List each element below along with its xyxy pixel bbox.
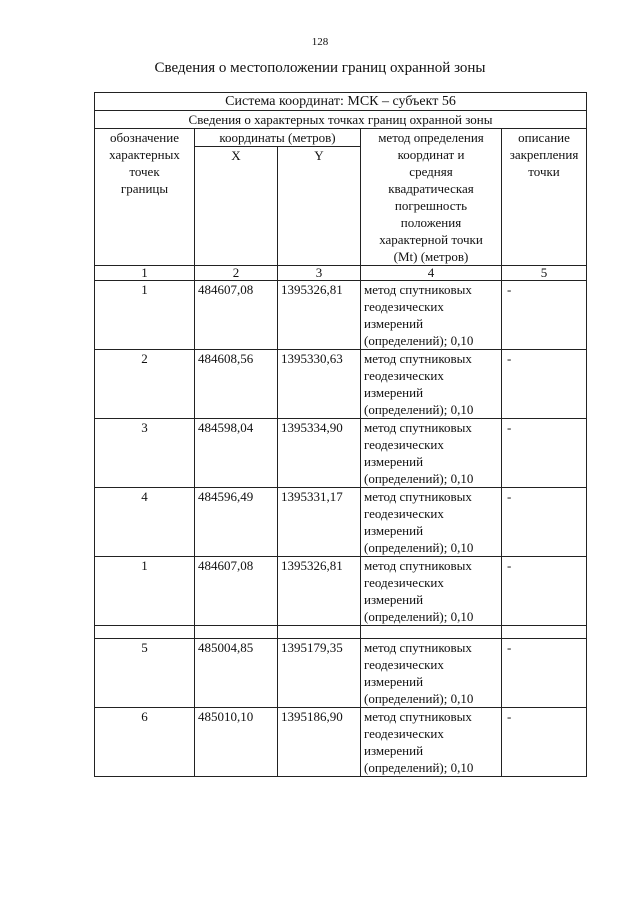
table-row (95, 639, 587, 708)
y-coordinate-cell: 1395331,17 (278, 488, 361, 557)
description-cell: - (502, 350, 587, 419)
method-line: (определений); 0,10 (364, 471, 474, 486)
header-line: (Mt) (метров) (393, 249, 469, 264)
method-cell (361, 557, 502, 626)
method-cell (361, 708, 502, 777)
column-number: 5 (502, 266, 587, 281)
header-line: средняя (409, 164, 453, 179)
method-line: (определений); 0,10 (364, 760, 474, 775)
table-row (95, 557, 587, 626)
coordinates-table (94, 92, 587, 777)
point-number-cell: 1 (95, 557, 195, 626)
y-coordinate-cell: 1395186,90 (278, 708, 361, 777)
header-x: X (195, 147, 278, 266)
x-coordinate-cell: 485004,85 (195, 639, 278, 708)
x-coordinate-cell: 484598,04 (195, 419, 278, 488)
header-description (502, 129, 587, 266)
empty-cell (278, 626, 361, 639)
header-designation (95, 129, 195, 266)
column-number: 4 (361, 266, 502, 281)
method-line: метод спутниковых (364, 420, 472, 435)
method-line: геодезических (364, 299, 444, 314)
description-cell: - (502, 419, 587, 488)
column-number: 3 (278, 266, 361, 281)
method-line: (определений); 0,10 (364, 540, 474, 555)
header-line: закрепления (509, 147, 579, 162)
method-line: метод спутниковых (364, 489, 472, 504)
header-row-1 (95, 129, 587, 147)
point-number-cell: 5 (95, 639, 195, 708)
point-number-cell: 4 (95, 488, 195, 557)
method-line: геодезических (364, 657, 444, 672)
method-line: (определений); 0,10 (364, 333, 474, 348)
method-line: геодезических (364, 368, 444, 383)
method-line: геодезических (364, 575, 444, 590)
description-cell: - (502, 557, 587, 626)
page-number: 128 (311, 36, 329, 48)
header-line: положения (400, 215, 462, 230)
header-line: погрешность (394, 198, 468, 213)
method-line: измерений (364, 743, 424, 758)
x-coordinate-cell: 484607,08 (195, 281, 278, 350)
x-coordinate-cell: 485010,10 (195, 708, 278, 777)
method-line: метод спутниковых (364, 640, 472, 655)
coord-system-row (95, 93, 587, 111)
method-line: измерений (364, 385, 424, 400)
y-coordinate-cell: 1395334,90 (278, 419, 361, 488)
column-number: 1 (95, 266, 195, 281)
empty-cell (195, 626, 278, 639)
description-cell: - (502, 281, 587, 350)
header-line: метод определения (378, 130, 484, 145)
points-info-row (95, 111, 587, 129)
column-number: 2 (195, 266, 278, 281)
table-row (95, 488, 587, 557)
method-line: метод спутниковых (364, 351, 472, 366)
header-line: точек (129, 164, 160, 179)
method-cell (361, 350, 502, 419)
method-line: геодезических (364, 506, 444, 521)
header-line: квадратическая (388, 181, 474, 196)
point-number-cell: 2 (95, 350, 195, 419)
y-coordinate-cell: 1395326,81 (278, 281, 361, 350)
method-line: метод спутниковых (364, 558, 472, 573)
header-coordinates: координаты (метров) (195, 129, 361, 147)
table-row (95, 281, 587, 350)
header-method (361, 129, 502, 266)
method-line: измерений (364, 523, 424, 538)
method-cell (361, 419, 502, 488)
y-coordinate-cell: 1395326,81 (278, 557, 361, 626)
header-y: Y (278, 147, 361, 266)
method-cell (361, 488, 502, 557)
method-line: геодезических (364, 437, 444, 452)
spacer-row (95, 626, 587, 639)
method-line: измерений (364, 674, 424, 689)
y-coordinate-cell: 1395179,35 (278, 639, 361, 708)
method-cell (361, 281, 502, 350)
page-title: Сведения о местоположении границ охранной зоны (154, 60, 486, 76)
method-line: геодезических (364, 726, 444, 741)
description-cell: - (502, 639, 587, 708)
method-line: (определений); 0,10 (364, 402, 474, 417)
column-numbers-row (95, 266, 587, 281)
header-line: характерной точки (379, 232, 483, 247)
coord-system-cell: Система координат: МСК – субъект 56 (95, 93, 587, 111)
method-line: метод спутниковых (364, 709, 472, 724)
empty-cell (95, 626, 195, 639)
empty-cell (502, 626, 587, 639)
point-number-cell: 6 (95, 708, 195, 777)
method-line: метод спутниковых (364, 282, 472, 297)
table-row (95, 350, 587, 419)
point-number-cell: 3 (95, 419, 195, 488)
header-line: характерных (109, 147, 180, 162)
description-cell: - (502, 708, 587, 777)
method-line: измерений (364, 454, 424, 469)
method-line: (определений); 0,10 (364, 609, 474, 624)
x-coordinate-cell: 484596,49 (195, 488, 278, 557)
x-coordinate-cell: 484607,08 (195, 557, 278, 626)
method-line: (определений); 0,10 (364, 691, 474, 706)
method-line: измерений (364, 316, 424, 331)
description-cell: - (502, 488, 587, 557)
header-line: границы (120, 181, 169, 196)
table-row (95, 708, 587, 777)
empty-cell (361, 626, 502, 639)
header-line: описание (518, 130, 570, 145)
point-number-cell: 1 (95, 281, 195, 350)
method-cell (361, 639, 502, 708)
header-line: точки (528, 164, 560, 179)
table-row (95, 419, 587, 488)
y-coordinate-cell: 1395330,63 (278, 350, 361, 419)
x-coordinate-cell: 484608,56 (195, 350, 278, 419)
header-line: координат и (397, 147, 465, 162)
points-info-cell: Сведения о характерных точках границ охранной зоны (95, 111, 587, 129)
header-line: обозначение (110, 130, 179, 145)
method-line: измерений (364, 592, 424, 607)
